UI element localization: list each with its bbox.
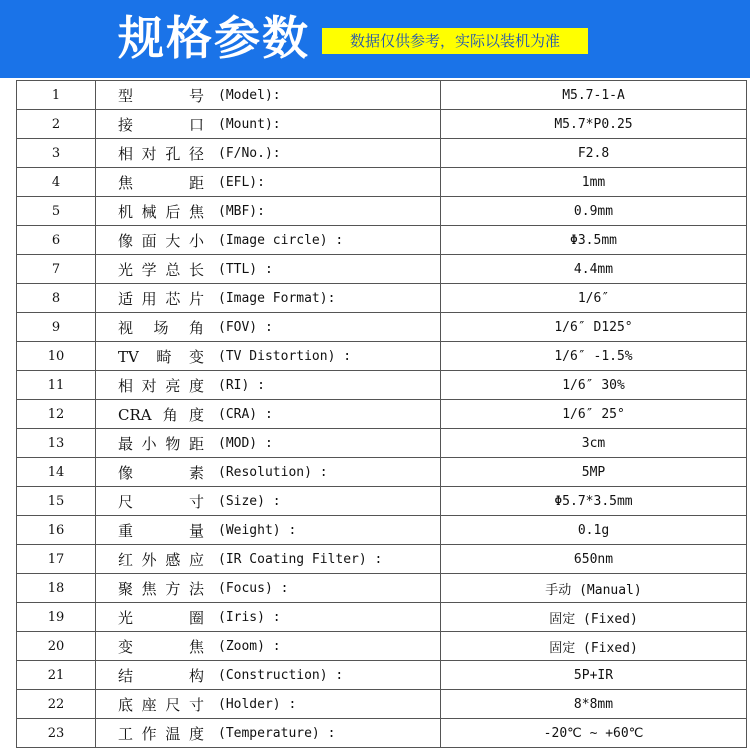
spec-row	[17, 139, 747, 168]
spec-table	[16, 80, 747, 748]
spec-value: 5MP	[581, 464, 606, 480]
spec-value-cell	[441, 690, 747, 719]
spec-name-cell	[96, 313, 441, 342]
spec-name-cn: 适用芯片	[118, 289, 204, 308]
spec-name-cn: 光圈	[118, 608, 204, 627]
spec-name-en: (Mount):	[218, 116, 281, 132]
spec-name-cell	[96, 719, 441, 748]
spec-value-cell	[441, 226, 747, 255]
spec-name-cn: 相对孔径	[118, 144, 204, 163]
spec-number: 22	[17, 690, 96, 719]
spec-value-cell	[441, 487, 747, 516]
spec-row	[17, 168, 747, 197]
spec-name-en: (IR Coating Filter) :	[218, 551, 383, 567]
spec-name-cell	[96, 81, 441, 110]
spec-row	[17, 284, 747, 313]
spec-name-cn: CRA角度	[118, 405, 204, 424]
spec-row	[17, 574, 747, 603]
spec-value: 3cm	[581, 435, 606, 451]
spec-number: 17	[17, 545, 96, 574]
spec-name-cell	[96, 603, 441, 632]
spec-number: 21	[17, 661, 96, 690]
spec-row	[17, 342, 747, 371]
spec-number: 2	[17, 110, 96, 139]
spec-value: M5.7*P0.25	[554, 116, 633, 132]
spec-number: 5	[17, 197, 96, 226]
spec-name-cn: 焦距	[118, 173, 204, 192]
spec-value: 0.9mm	[573, 203, 614, 219]
spec-value: 1/6″ 30%	[562, 377, 625, 393]
spec-name-cn: TV畸变	[118, 347, 204, 366]
spec-number: 8	[17, 284, 96, 313]
spec-number: 14	[17, 458, 96, 487]
spec-name-en: (Resolution) :	[218, 464, 328, 480]
spec-value-cell	[441, 371, 747, 400]
spec-row	[17, 719, 747, 748]
spec-name-cn: 型号	[118, 86, 204, 105]
spec-name-en: (Construction) :	[218, 667, 344, 683]
spec-value-cell	[441, 400, 747, 429]
spec-value-cell	[441, 603, 747, 632]
spec-value-cell	[441, 661, 747, 690]
spec-name-en: (Size) :	[218, 493, 281, 509]
spec-value: 手动 (Manual)	[545, 582, 642, 598]
spec-name-cn: 聚焦方法	[118, 579, 204, 598]
spec-value-cell	[441, 313, 747, 342]
spec-row	[17, 255, 747, 284]
spec-number: 16	[17, 516, 96, 545]
spec-number: 4	[17, 168, 96, 197]
spec-value-cell	[441, 545, 747, 574]
spec-value: F2.8	[577, 145, 610, 161]
spec-value-cell	[441, 574, 747, 603]
spec-number: 7	[17, 255, 96, 284]
spec-value: 固定 (Fixed)	[549, 640, 638, 656]
spec-value-cell	[441, 458, 747, 487]
spec-value-cell	[441, 110, 747, 139]
spec-value-cell	[441, 139, 747, 168]
spec-name-cell	[96, 661, 441, 690]
spec-row	[17, 429, 747, 458]
spec-name-cell	[96, 110, 441, 139]
spec-value: 1/6″ D125°	[554, 319, 633, 335]
spec-name-cell	[96, 255, 441, 284]
spec-number: 15	[17, 487, 96, 516]
spec-name-en: (Temperature) :	[218, 725, 336, 741]
spec-name-cn: 底座尺寸	[118, 695, 204, 714]
spec-name-cn: 接口	[118, 115, 204, 134]
spec-name-cn: 像面大小	[118, 231, 204, 250]
spec-value: 0.1g	[577, 522, 610, 538]
spec-name-cn: 变焦	[118, 637, 204, 656]
spec-row	[17, 487, 747, 516]
spec-name-cell	[96, 226, 441, 255]
spec-name-cell	[96, 487, 441, 516]
disclaimer-note: 数据仅供参考，实际以装机为准	[322, 28, 588, 54]
spec-value: 固定 (Fixed)	[549, 611, 638, 627]
spec-name-cell	[96, 429, 441, 458]
spec-name-cell	[96, 545, 441, 574]
spec-value-cell	[441, 429, 747, 458]
spec-name-en: (Holder) :	[218, 696, 297, 712]
spec-value: 1mm	[581, 174, 606, 190]
spec-name-cn: 工作温度	[118, 724, 204, 743]
spec-row	[17, 661, 747, 690]
spec-name-en: (Iris) :	[218, 609, 281, 625]
spec-row	[17, 81, 747, 110]
spec-number: 1	[17, 81, 96, 110]
spec-value: Φ5.7*3.5mm	[554, 493, 633, 509]
spec-name-en: (Image Format):	[218, 290, 336, 306]
spec-name-en: (Zoom) :	[218, 638, 281, 654]
spec-name-cell	[96, 197, 441, 226]
spec-name-cn: 视场角	[118, 318, 204, 337]
spec-name-cell	[96, 458, 441, 487]
spec-row	[17, 110, 747, 139]
spec-name-cell	[96, 516, 441, 545]
spec-name-cn: 结构	[118, 666, 204, 685]
spec-value: 1/6″ -1.5%	[554, 348, 633, 364]
spec-name-cn: 最小物距	[118, 434, 204, 453]
spec-row	[17, 197, 747, 226]
page-title: 规格参数	[118, 11, 310, 65]
spec-name-cell	[96, 400, 441, 429]
spec-number: 11	[17, 371, 96, 400]
spec-name-en: (MOD) :	[218, 435, 273, 451]
spec-number: 19	[17, 603, 96, 632]
spec-number: 20	[17, 632, 96, 661]
spec-row	[17, 226, 747, 255]
spec-name-en: (EFL):	[218, 174, 265, 190]
spec-name-cn: 红外感应	[118, 550, 204, 569]
spec-number: 3	[17, 139, 96, 168]
spec-row	[17, 313, 747, 342]
spec-row	[17, 603, 747, 632]
spec-name-en: (Image circle) :	[218, 232, 344, 248]
spec-name-en: (FOV) :	[218, 319, 273, 335]
spec-name-cn: 机械后焦	[118, 202, 204, 221]
spec-row	[17, 400, 747, 429]
spec-row	[17, 371, 747, 400]
spec-name-cell	[96, 632, 441, 661]
spec-value-cell	[441, 342, 747, 371]
spec-name-cell	[96, 342, 441, 371]
spec-row	[17, 516, 747, 545]
spec-row	[17, 545, 747, 574]
header-banner	[0, 0, 750, 78]
spec-name-cell	[96, 168, 441, 197]
spec-name-cell	[96, 574, 441, 603]
spec-value-cell	[441, 168, 747, 197]
spec-name-en: (Focus) :	[218, 580, 289, 596]
spec-name-en: (CRA) :	[218, 406, 273, 422]
spec-value-cell	[441, 719, 747, 748]
spec-name-cn: 重量	[118, 521, 204, 540]
spec-name-en: (Model):	[218, 87, 281, 103]
spec-number: 9	[17, 313, 96, 342]
spec-name-en: (MBF):	[218, 203, 265, 219]
spec-number: 10	[17, 342, 96, 371]
spec-name-cn: 光学总长	[118, 260, 204, 279]
spec-value: M5.7-1-A	[562, 87, 625, 103]
spec-value-cell	[441, 284, 747, 313]
spec-number: 6	[17, 226, 96, 255]
spec-value: 5P+IR	[573, 667, 614, 683]
spec-value: 1/6″	[577, 290, 610, 306]
spec-value: 8*8mm	[573, 696, 614, 712]
spec-number: 13	[17, 429, 96, 458]
spec-name-en: (Weight) :	[218, 522, 297, 538]
spec-value-cell	[441, 81, 747, 110]
spec-row	[17, 458, 747, 487]
spec-value: -20℃ ~ +60℃	[543, 725, 644, 741]
spec-value: 650nm	[573, 551, 614, 567]
spec-name-cn: 像素	[118, 463, 204, 482]
spec-name-en: (TV Distortion) :	[218, 348, 352, 364]
spec-number: 23	[17, 719, 96, 748]
spec-value-cell	[441, 632, 747, 661]
spec-name-en: (F/No.):	[218, 145, 281, 161]
spec-table-body	[17, 81, 747, 748]
spec-value: 4.4mm	[573, 261, 614, 277]
spec-value: 1/6″ 25°	[562, 406, 625, 422]
spec-name-cn: 尺寸	[118, 492, 204, 511]
spec-row	[17, 632, 747, 661]
spec-name-cell	[96, 690, 441, 719]
spec-number: 12	[17, 400, 96, 429]
spec-row	[17, 690, 747, 719]
spec-value-cell	[441, 255, 747, 284]
spec-value: Φ3.5mm	[570, 232, 617, 248]
spec-name-en: (RI) :	[218, 377, 265, 393]
spec-number: 18	[17, 574, 96, 603]
spec-value-cell	[441, 516, 747, 545]
spec-value-cell	[441, 197, 747, 226]
spec-name-cell	[96, 139, 441, 168]
spec-name-cell	[96, 371, 441, 400]
spec-name-en: (TTL) :	[218, 261, 273, 277]
spec-name-cn: 相对亮度	[118, 376, 204, 395]
spec-name-cell	[96, 284, 441, 313]
